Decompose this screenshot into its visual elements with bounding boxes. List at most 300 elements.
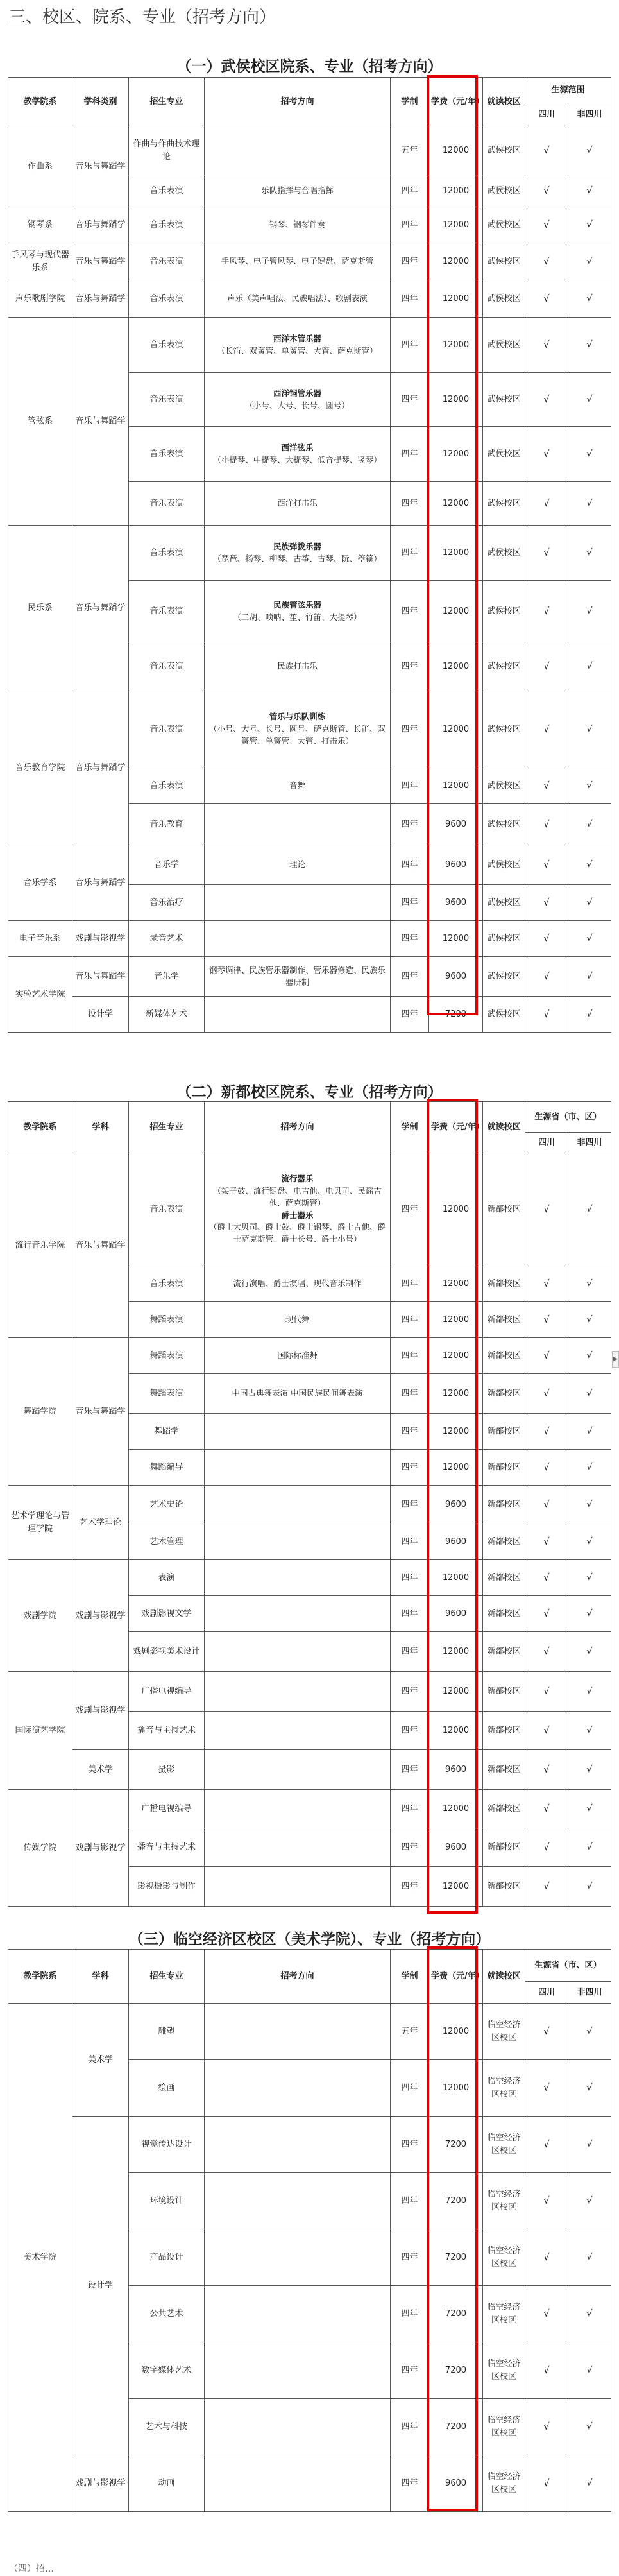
direction-cell	[205, 2342, 391, 2399]
campus-cell: 武侯校区	[483, 642, 525, 691]
direction-cell	[205, 427, 391, 482]
major-cell: 播音与主持艺术	[129, 1828, 205, 1867]
years-cell: 四年	[391, 175, 429, 207]
major-cell: 表演	[129, 1560, 205, 1596]
sichuan-check: √	[525, 957, 568, 997]
campus-cell: 武侯校区	[483, 581, 525, 642]
major-cell: 戏剧影视文学	[129, 1596, 205, 1632]
non-sichuan-check: √	[568, 1338, 611, 1374]
table-row	[8, 2455, 611, 2512]
direction-detail: （长笛、双簧管、单簧管、大管、萨克斯管）	[217, 345, 378, 356]
category-cell: 戏剧与影视学	[72, 921, 129, 957]
college-cell: 艺术学理论与管理学院	[8, 1486, 72, 1560]
campus-cell: 新都校区	[483, 1750, 525, 1790]
col-campus: 就读校区	[483, 1102, 525, 1153]
campus-cell: 新都校区	[483, 1790, 525, 1828]
direction-cell: 中国古典舞表演 中国民族民间舞表演	[205, 1374, 391, 1414]
category-cell: 音乐与舞蹈学	[72, 691, 129, 845]
campus-cell: 武侯校区	[483, 126, 525, 175]
col-non-sichuan: 非四川	[568, 1133, 611, 1153]
fee-cell: 9600	[429, 845, 483, 885]
years-cell: 四年	[391, 1632, 429, 1672]
category-cell: 音乐与舞蹈学	[72, 243, 129, 280]
direction-cell	[205, 526, 391, 581]
category-cell: 美术学	[72, 1750, 129, 1790]
major-cell: 音乐表演	[129, 427, 205, 482]
campus-cell: 武侯校区	[483, 175, 525, 207]
campus-cell: 新都校区	[483, 1486, 525, 1524]
non-sichuan-check: √	[568, 1672, 611, 1712]
non-sichuan-check: √	[568, 885, 611, 921]
major-cell: 广播电视编导	[129, 1790, 205, 1828]
col-category: 学科	[72, 1950, 129, 2004]
sichuan-check: √	[525, 1596, 568, 1632]
direction-cell	[205, 1632, 391, 1672]
major-cell: 戏剧影视美术设计	[129, 1632, 205, 1672]
direction-heading: 管乐与乐队训练	[269, 712, 326, 722]
campus-cell: 武侯校区	[483, 921, 525, 957]
college-cell: 管弦系	[8, 318, 72, 526]
college-cell: 电子音乐系	[8, 921, 72, 957]
campus-cell: 临空经济区校区	[483, 2117, 525, 2173]
major-cell: 音乐表演	[129, 581, 205, 642]
table-row	[8, 1672, 611, 1712]
direction-cell	[205, 2399, 391, 2455]
years-cell: 四年	[391, 1374, 429, 1414]
years-cell: 四年	[391, 1338, 429, 1374]
non-sichuan-check: √	[568, 1266, 611, 1302]
campus-cell: 武侯校区	[483, 845, 525, 885]
direction-cell	[205, 1560, 391, 1596]
major-cell: 播音与主持艺术	[129, 1712, 205, 1750]
campus-cell: 新都校区	[483, 1153, 525, 1266]
campus-cell: 临空经济区校区	[483, 2060, 525, 2117]
campus-cell: 武侯校区	[483, 373, 525, 427]
non-sichuan-check: √	[568, 1632, 611, 1672]
campus-cell: 新都校区	[483, 1632, 525, 1672]
sichuan-check: √	[525, 1750, 568, 1790]
sichuan-check: √	[525, 318, 568, 373]
category-cell: 设计学	[72, 997, 129, 1033]
direction-heading: 民族弹拨乐器	[273, 541, 321, 551]
direction-cell: 钢琴、钢琴伴奏	[205, 207, 391, 243]
campus-cell: 临空经济区校区	[483, 2455, 525, 2512]
college-cell: 舞蹈学院	[8, 1338, 72, 1486]
non-sichuan-check: √	[568, 581, 611, 642]
major-cell: 数字媒体艺术	[129, 2342, 205, 2399]
fee-cell: 9600	[429, 804, 483, 845]
table-row	[8, 280, 611, 318]
fee-cell: 12000	[429, 2004, 483, 2060]
sichuan-check: √	[525, 1266, 568, 1302]
direction-heading: 流行器乐	[281, 1174, 314, 1184]
sichuan-check: √	[525, 482, 568, 526]
sichuan-check: √	[525, 2399, 568, 2455]
sichuan-check: √	[525, 2060, 568, 2117]
direction-detail: （二胡、唢呐、笙、竹笛、大提琴）	[233, 612, 362, 622]
direction-cell	[205, 2455, 391, 2512]
direction-heading: 西洋铜管乐器	[273, 388, 321, 398]
fee-cell: 12000	[429, 1414, 483, 1450]
years-cell: 四年	[391, 207, 429, 243]
non-sichuan-check: √	[568, 2455, 611, 2512]
sichuan-check: √	[525, 804, 568, 845]
major-cell: 音乐表演	[129, 373, 205, 427]
sichuan-check: √	[525, 2004, 568, 2060]
major-cell: 舞蹈表演	[129, 1374, 205, 1414]
category-cell: 设计学	[72, 2117, 129, 2455]
years-cell: 四年	[391, 280, 429, 318]
fee-cell: 12000	[429, 1867, 483, 1907]
years-cell: 四年	[391, 1266, 429, 1302]
major-cell: 录音艺术	[129, 921, 205, 957]
non-sichuan-check: √	[568, 997, 611, 1033]
table-row	[8, 691, 611, 768]
direction-cell	[205, 2004, 391, 2060]
fee-cell: 12000	[429, 280, 483, 318]
col-scope: 生源省（市、区）	[525, 1102, 611, 1133]
col-direction: 招考方向	[205, 78, 391, 126]
sichuan-check: √	[525, 1524, 568, 1560]
non-sichuan-check: √	[568, 2342, 611, 2399]
table-row	[8, 845, 611, 885]
campus-cell: 武侯校区	[483, 207, 525, 243]
col-college: 教学院系	[8, 78, 72, 126]
campus-cell: 临空经济区校区	[483, 2399, 525, 2455]
non-sichuan-check: √	[568, 175, 611, 207]
direction-cell	[205, 1712, 391, 1750]
years-cell: 四年	[391, 1560, 429, 1596]
direction-cell	[205, 1867, 391, 1907]
wuhou-campus-table	[8, 77, 611, 1033]
major-cell: 艺术与科技	[129, 2399, 205, 2455]
sichuan-check: √	[525, 1560, 568, 1596]
years-cell: 四年	[391, 482, 429, 526]
direction-cell	[205, 318, 391, 373]
major-cell: 音乐表演	[129, 482, 205, 526]
direction-cell: 民族打击乐	[205, 642, 391, 691]
years-cell: 四年	[391, 2455, 429, 2512]
direction-cell	[205, 1486, 391, 1524]
direction-cell: 手风琴、电子管风琴、电子键盘、萨克斯管	[205, 243, 391, 280]
direction-cell	[205, 2117, 391, 2173]
fee-cell: 12000	[429, 921, 483, 957]
campus-cell: 武侯校区	[483, 691, 525, 768]
direction-cell	[205, 1450, 391, 1486]
category-cell: 戏剧与影视学	[72, 1560, 129, 1672]
sichuan-check: √	[525, 2229, 568, 2286]
fee-cell: 7200	[429, 2173, 483, 2229]
years-cell: 四年	[391, 921, 429, 957]
years-cell: 五年	[391, 126, 429, 175]
years-cell: 四年	[391, 691, 429, 768]
direction-cell	[205, 2173, 391, 2229]
fee-cell: 9600	[429, 1486, 483, 1524]
years-cell: 四年	[391, 1486, 429, 1524]
sichuan-check: √	[525, 1153, 568, 1266]
college-cell: 美术学院	[8, 2004, 72, 2512]
major-cell: 音乐表演	[129, 243, 205, 280]
college-cell: 钢琴系	[8, 207, 72, 243]
direction-heading-2: 爵士器乐	[281, 1210, 314, 1220]
non-sichuan-check: √	[568, 482, 611, 526]
section-2-title: （二）新都校区院系、专业（招考方向）	[176, 1083, 443, 1101]
campus-cell: 武侯校区	[483, 885, 525, 921]
years-cell: 四年	[391, 1790, 429, 1828]
non-sichuan-check: √	[568, 1414, 611, 1450]
non-sichuan-check: √	[568, 280, 611, 318]
col-direction: 招考方向	[205, 1102, 391, 1153]
fee-cell: 12000	[429, 1338, 483, 1374]
years-cell: 四年	[391, 2229, 429, 2286]
direction-heading: 民族管弦乐器	[273, 599, 321, 610]
table-row	[8, 1486, 611, 1524]
direction-cell	[205, 2286, 391, 2342]
col-college: 教学院系	[8, 1950, 72, 2004]
category-cell: 戏剧与影视学	[72, 1790, 129, 1907]
years-cell: 四年	[391, 804, 429, 845]
fee-cell: 12000	[429, 691, 483, 768]
col-major: 招生专业	[129, 1102, 205, 1153]
direction-cell	[205, 581, 391, 642]
scroll-right-arrow-icon[interactable]: ▶	[612, 1351, 619, 1368]
years-cell: 四年	[391, 526, 429, 581]
col-scope: 生源范围	[525, 78, 611, 103]
linkong-campus-table	[8, 1949, 611, 2512]
col-sichuan: 四川	[525, 1982, 568, 2004]
campus-cell: 新都校区	[483, 1266, 525, 1302]
major-cell: 音乐学	[129, 845, 205, 885]
non-sichuan-check: √	[568, 1712, 611, 1750]
non-sichuan-check: √	[568, 957, 611, 997]
non-sichuan-check: √	[568, 768, 611, 804]
fee-cell: 12000	[429, 126, 483, 175]
col-scope: 生源省（市、区）	[525, 1950, 611, 1982]
direction-cell	[205, 2229, 391, 2286]
direction-heading: 西洋木管乐器	[273, 333, 321, 343]
sichuan-check: √	[525, 2342, 568, 2399]
college-cell: 手风琴与现代器乐系	[8, 243, 72, 280]
fee-cell: 7200	[429, 2342, 483, 2399]
col-sichuan: 四川	[525, 1133, 568, 1153]
major-cell: 音乐表演	[129, 207, 205, 243]
fee-cell: 12000	[429, 318, 483, 373]
campus-cell: 新都校区	[483, 1672, 525, 1712]
table-row	[8, 921, 611, 957]
fee-cell: 12000	[429, 1672, 483, 1712]
non-sichuan-check: √	[568, 1374, 611, 1414]
direction-cell: 音舞	[205, 768, 391, 804]
sichuan-check: √	[525, 845, 568, 885]
category-cell: 音乐与舞蹈学	[72, 207, 129, 243]
sichuan-check: √	[525, 997, 568, 1033]
years-cell: 五年	[391, 2004, 429, 2060]
non-sichuan-check: √	[568, 318, 611, 373]
non-sichuan-check: √	[568, 2060, 611, 2117]
non-sichuan-check: √	[568, 691, 611, 768]
major-cell: 音乐教育	[129, 804, 205, 845]
campus-cell: 新都校区	[483, 1596, 525, 1632]
college-cell: 传媒学院	[8, 1790, 72, 1907]
fee-cell: 12000	[429, 243, 483, 280]
sichuan-check: √	[525, 1302, 568, 1338]
college-cell: 民乐系	[8, 526, 72, 691]
campus-cell: 新都校区	[483, 1828, 525, 1867]
campus-cell: 武侯校区	[483, 318, 525, 373]
fee-cell: 12000	[429, 1790, 483, 1828]
major-cell: 艺术管理	[129, 1524, 205, 1560]
college-cell: 作曲系	[8, 126, 72, 207]
campus-cell: 武侯校区	[483, 997, 525, 1033]
direction-cell: 乐队指挥与合唱指挥	[205, 175, 391, 207]
major-cell: 舞蹈表演	[129, 1302, 205, 1338]
campus-cell: 新都校区	[483, 1450, 525, 1486]
col-college: 教学院系	[8, 1102, 72, 1153]
non-sichuan-check: √	[568, 1302, 611, 1338]
sichuan-check: √	[525, 1712, 568, 1750]
non-sichuan-check: √	[568, 1560, 611, 1596]
direction-cell	[205, 1790, 391, 1828]
col-category: 学科类别	[72, 78, 129, 126]
direction-cell: 现代舞	[205, 1302, 391, 1338]
fee-cell: 9600	[429, 1828, 483, 1867]
major-cell: 音乐表演	[129, 1266, 205, 1302]
table-row	[8, 1153, 611, 1266]
campus-cell: 武侯校区	[483, 768, 525, 804]
page-heading: 三、校区、院系、专业（招考方向）	[9, 8, 276, 27]
major-cell: 动画	[129, 2455, 205, 2512]
non-sichuan-check: √	[568, 2117, 611, 2173]
campus-cell: 武侯校区	[483, 957, 525, 997]
non-sichuan-check: √	[568, 845, 611, 885]
col-major: 招生专业	[129, 1950, 205, 2004]
fee-cell: 12000	[429, 2060, 483, 2117]
sichuan-check: √	[525, 2455, 568, 2512]
sichuan-check: √	[525, 642, 568, 691]
non-sichuan-check: √	[568, 2286, 611, 2342]
fee-cell: 7200	[429, 2229, 483, 2286]
col-fee: 学费（元/年）	[429, 1102, 483, 1153]
table-row	[8, 1750, 611, 1790]
campus-cell: 临空经济区校区	[483, 2173, 525, 2229]
col-years: 学制	[391, 1950, 429, 2004]
fee-cell: 12000	[429, 482, 483, 526]
major-cell: 作曲与作曲技术理论	[129, 126, 205, 175]
major-cell: 音乐表演	[129, 318, 205, 373]
non-sichuan-check: √	[568, 2399, 611, 2455]
xindu-campus-table	[8, 1101, 611, 1907]
sichuan-check: √	[525, 1632, 568, 1672]
non-sichuan-check: √	[568, 207, 611, 243]
years-cell: 四年	[391, 2173, 429, 2229]
non-sichuan-check: √	[568, 2229, 611, 2286]
section-3-title: （三）临空经济区校区（美术学院）、专业（招考方向）	[128, 1930, 491, 1948]
years-cell: 四年	[391, 1596, 429, 1632]
sichuan-check: √	[525, 581, 568, 642]
campus-cell: 武侯校区	[483, 427, 525, 482]
direction-cell	[205, 885, 391, 921]
fee-cell: 9600	[429, 885, 483, 921]
col-fee: 学费（元/年）	[429, 78, 483, 126]
fee-cell: 7200	[429, 2286, 483, 2342]
major-cell: 音乐表演	[129, 175, 205, 207]
direction-cell	[205, 1414, 391, 1450]
college-cell: 国际演艺学院	[8, 1672, 72, 1790]
campus-cell: 临空经济区校区	[483, 2229, 525, 2286]
campus-cell: 武侯校区	[483, 804, 525, 845]
major-cell: 音乐学	[129, 957, 205, 997]
fee-cell: 12000	[429, 1374, 483, 1414]
college-cell: 实验艺术学院	[8, 957, 72, 1033]
table-row	[8, 126, 611, 175]
years-cell: 四年	[391, 845, 429, 885]
direction-cell	[205, 804, 391, 845]
direction-cell	[205, 1828, 391, 1867]
major-cell: 舞蹈学	[129, 1414, 205, 1450]
years-cell: 四年	[391, 768, 429, 804]
campus-cell: 武侯校区	[483, 482, 525, 526]
category-cell: 戏剧与影视学	[72, 2455, 129, 2512]
sichuan-check: √	[525, 427, 568, 482]
major-cell: 音乐表演	[129, 642, 205, 691]
fee-cell: 12000	[429, 1632, 483, 1672]
direction-cell	[205, 373, 391, 427]
sichuan-check: √	[525, 2173, 568, 2229]
years-cell: 四年	[391, 957, 429, 997]
campus-cell: 新都校区	[483, 1867, 525, 1907]
non-sichuan-check: √	[568, 1524, 611, 1560]
sichuan-check: √	[525, 1414, 568, 1450]
non-sichuan-check: √	[568, 1750, 611, 1790]
col-major: 招生专业	[129, 78, 205, 126]
campus-cell: 临空经济区校区	[483, 2286, 525, 2342]
college-cell: 音乐教育学院	[8, 691, 72, 845]
years-cell: 四年	[391, 2342, 429, 2399]
col-sichuan: 四川	[525, 103, 568, 126]
years-cell: 四年	[391, 243, 429, 280]
campus-cell: 新都校区	[483, 1302, 525, 1338]
table-row	[8, 526, 611, 581]
direction-cell: 理论	[205, 845, 391, 885]
sichuan-check: √	[525, 2286, 568, 2342]
table-row	[8, 318, 611, 373]
direction-cell: 声乐（美声唱法、民族唱法）、歌剧表演	[205, 280, 391, 318]
non-sichuan-check: √	[568, 126, 611, 175]
non-sichuan-check: √	[568, 243, 611, 280]
col-fee: 学费（元/年）	[429, 1950, 483, 2004]
fee-cell: 12000	[429, 207, 483, 243]
sichuan-check: √	[525, 1450, 568, 1486]
major-cell: 音乐表演	[129, 768, 205, 804]
non-sichuan-check: √	[568, 1450, 611, 1486]
table-row	[8, 1560, 611, 1596]
years-cell: 四年	[391, 885, 429, 921]
years-cell: 四年	[391, 1302, 429, 1338]
category-cell: 戏剧与影视学	[72, 1672, 129, 1750]
col-years: 学制	[391, 1102, 429, 1153]
fee-cell: 12000	[429, 1302, 483, 1338]
col-direction: 招考方向	[205, 1950, 391, 2004]
fee-cell: 9600	[429, 957, 483, 997]
direction-heading: 西洋弦乐	[281, 442, 314, 452]
col-campus: 就读校区	[483, 78, 525, 126]
sichuan-check: √	[525, 921, 568, 957]
major-cell: 音乐表演	[129, 691, 205, 768]
table-row	[8, 957, 611, 997]
direction-detail: （小号、大号、长号、圆号、萨克斯管、长笛、双簧管、单簧管、大管、打击乐）	[208, 724, 386, 746]
fee-cell: 7200	[429, 2399, 483, 2455]
col-non-sichuan: 非四川	[568, 1982, 611, 2004]
